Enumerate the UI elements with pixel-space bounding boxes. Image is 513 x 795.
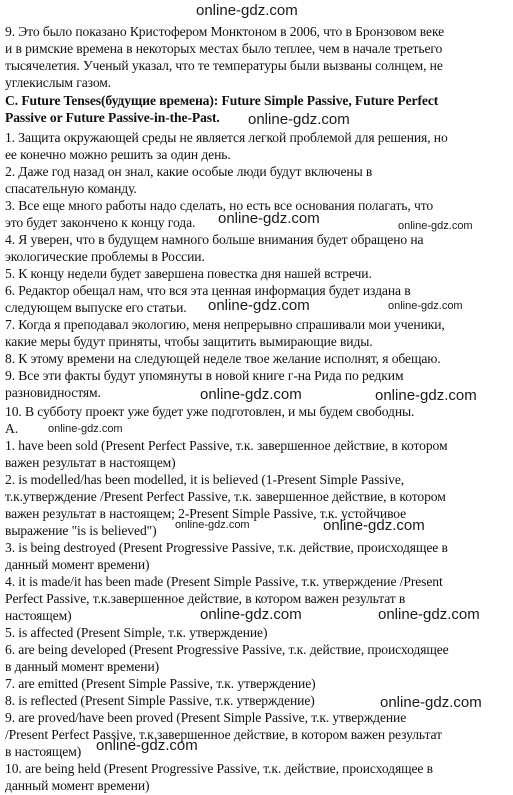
watermark: online-gdz.com (175, 519, 250, 531)
text-line: данный момент времени) (5, 778, 150, 793)
text-line: т.к.утверждение /Present Perfect Passive, т.к. завершенное действие, в котором (5, 489, 446, 504)
watermark: online-gdz.com (200, 606, 302, 623)
text-line: разновидностям. (5, 385, 101, 400)
watermark: online-gdz.com (388, 300, 463, 312)
text-line: это будет закончено к концу года. (5, 215, 196, 230)
watermark: online-gdz.com (375, 387, 477, 404)
text-line: 4. it is made/it has been made (Present Simple Passive, т.к. утверждение /Present (5, 574, 443, 589)
text-line: в настоящем) (5, 744, 82, 759)
watermark: online-gdz.com (248, 111, 350, 128)
watermark: online-gdz.com (378, 606, 480, 623)
watermark: online-gdz.com (380, 694, 482, 711)
text-line: 1. Защита окружающей среды не является легкой проблемой для решения, но (5, 130, 448, 145)
watermark: online-gdz.com (48, 423, 123, 435)
text-line: в данный момент времени) (5, 659, 160, 674)
text-line: 9. are proved/have been proved (Present Simple Passive, т.к. утверждение (5, 710, 407, 725)
text-line: 3. is being destroyed (Present Progressive Passive, т.к. действие, происходящее в (5, 540, 448, 555)
watermark: online-gdz.com (218, 210, 320, 227)
text-line: 2. Даже год назад он знал, какие особые люди будут включены в (5, 164, 373, 179)
text-line: 9. Это было показано Кристофером Монктоном в 2006, что в Бронзовом веке (5, 24, 445, 39)
text-line: ее конечно можно решить за один день. (5, 147, 231, 162)
text-line: 8. is reflected (Present Simple Passive, т.к. утверждение) (5, 693, 315, 708)
text-line: 10. are being held (Present Progressive Passive, т.к. действие, происходящее в (5, 761, 433, 776)
watermark: online-gdz.com (96, 737, 198, 754)
text-line: 9. Все эти факты будут упомянуты в новой книге г-на Рида по редким (5, 368, 404, 383)
text-line: важен результат в настоящем) (5, 455, 176, 470)
text-line: спасательную команду. (5, 181, 137, 196)
text-line: 8. К этому времени на следующей неделе твое желание исполнят, я обещаю. (5, 351, 441, 366)
text-line: тысячелетия. Ученый указал, что те температуры были вызваны солнцем, не (5, 58, 443, 73)
text-line: данный момент времени) (5, 557, 150, 572)
text-line: выражение "is is believed") (5, 523, 157, 538)
text-line: экологические проблемы в России. (5, 249, 205, 264)
text-line: 6. are being developed (Present Progressive Passive, т.к. действие, происходящее (5, 642, 449, 657)
text-line: 1. have been sold (Present Perfect Passive, т.к. завершенное действие, в котором (5, 438, 448, 453)
section-heading: Passive or Future Passive-in-the-Past. (5, 110, 220, 125)
watermark: online-gdz.com (208, 297, 310, 314)
text-line: следующем выпуске его статьи. (5, 300, 187, 315)
text-line: 5. is affected (Present Simple, т.к. утверждение) (5, 625, 268, 640)
section-heading: C. Future Tenses(будущие времена): Future Simple Passive, Future Perfect (5, 93, 439, 108)
text-line: 5. К концу недели будет завершена повестка дня нашей встречи. (5, 266, 372, 281)
text-line: 3. Все еще много работы надо сделать, но есть все основания полагать, что (5, 198, 434, 213)
text-line: важен результат в настоящем; 2-Present Simple Passive, т.к. устойчивое (5, 506, 407, 521)
text-line: 10. В субботу проект уже будет уже подготовлен, и мы будем свободны. (5, 404, 415, 419)
text-line: какие меры будут приняты, чтобы защитить вымирающие виды. (5, 334, 373, 349)
text-line: 7. are emitted (Present Simple Passive, т.к. утверждение) (5, 676, 316, 691)
text-line: настоящем) (5, 608, 72, 623)
watermark: online-gdz.com (196, 2, 298, 19)
watermark: online-gdz.com (323, 517, 425, 534)
text-line: 2. is modelled/has been modelled, it is believed (1-Present Simple Passive, (5, 472, 405, 487)
text-line: A. (5, 421, 19, 436)
watermark: online-gdz.com (200, 386, 302, 403)
text-line: /Present Perfect Passive, т.к.завершенное действие, в котором важен результат (5, 727, 442, 742)
watermark: online-gdz.com (398, 220, 473, 232)
text-line: 4. Я уверен, что в будущем намного больше внимания будет обращено на (5, 232, 424, 247)
text-line: и в римские времена в некоторых местах было теплее, чем в начале третьего (5, 41, 443, 56)
text-line: углекислым газом. (5, 75, 112, 90)
text-line: 7. Когда я преподавал экологию, меня непрерывно спрашивали мои ученики, (5, 317, 445, 332)
text-line: Perfect Passive, т.к.завершенное действие, в котором важен результат в (5, 591, 406, 606)
text-line: 6. Редактор обещал нам, что вся эта ценная информация будет издана в (5, 283, 411, 298)
